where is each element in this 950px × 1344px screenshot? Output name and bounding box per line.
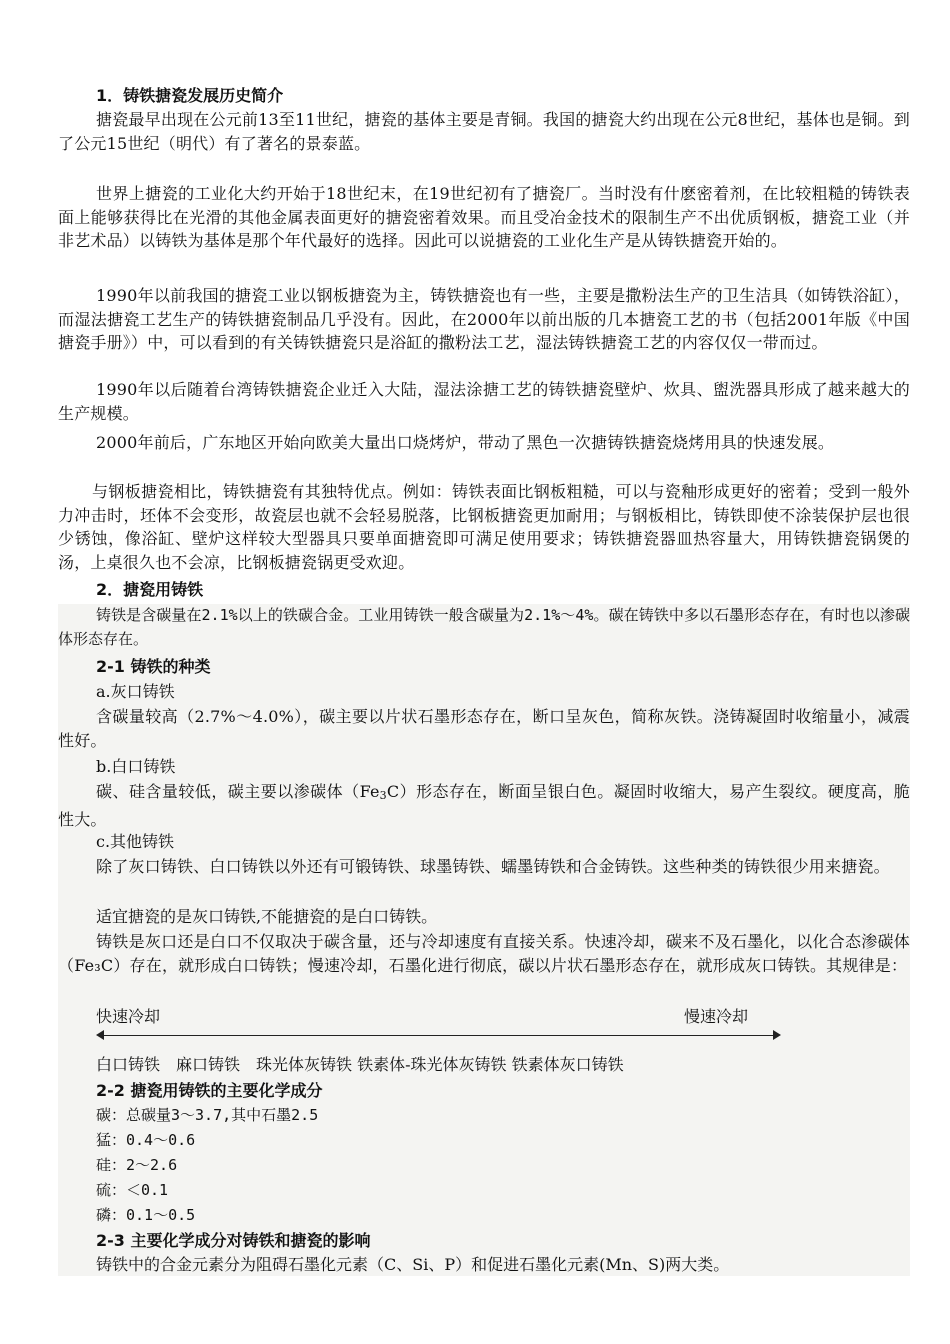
type-c-label: c.其他铸铁: [96, 832, 175, 851]
section-1-paragraph-6: [58, 480, 910, 574]
section-2-3-title: 2-3 主要化学成分对铸铁和搪瓷的影响: [96, 1231, 371, 1250]
paragraph-text: [58, 780, 910, 831]
suitability-note: 适宜搪瓷的是灰口铸铁,不能搪瓷的是白口铸铁。: [96, 907, 438, 926]
scale-items: 白口铸铁 麻口铸铁 珠光体灰铸铁 铁素体-珠光体灰铸铁 铁素体灰口铸铁: [96, 1055, 624, 1074]
type-c-description: [58, 855, 910, 879]
section-2-2-title: 2-2 搪瓷用铸铁的主要化学成分: [96, 1081, 323, 1100]
paragraph-text: 铸铁是灰口还是白口不仅取决于碳含量，还与冷却速度有直接关系。快速冷却，碳来不及石墨化，以化合态渗碳体（Fe₃C）存在，就形成白口铸铁；慢速冷却，石墨化进行彻底，碳以片状石墨形态存在，就形成灰口铸铁。其规律是：: [58, 932, 910, 975]
text-segment: 碳、硅含量较低，碳主要以渗碳体（Fe: [96, 782, 380, 801]
cooling-scale-arrow: [96, 1029, 781, 1043]
composition-silicon: 硅：2～2.6: [96, 1156, 178, 1174]
section-1-paragraph-2: [58, 182, 910, 253]
section-1-paragraph-1: [58, 108, 910, 155]
paragraph-text: 搪瓷最早出现在公元前13至11世纪，搪瓷的基体主要是青铜。我国的搪瓷大约出现在公元8世纪，基体也是铜。到了公元15世纪（明代）有了著名的景泰蓝。: [58, 110, 910, 153]
arrow-right-icon: [773, 1030, 781, 1040]
text-segment: C）形态存在，断面呈银白色。凝固时收缩大，易产生裂纹。硬度高，脆性大。: [58, 782, 910, 829]
section-1-paragraph-3: [58, 284, 910, 355]
paragraph-text: 除了灰口铸铁、白口铸铁以外还有可锻铸铁、球墨铸铁、蠕墨铸铁和合金铸铁。这些种类的铸铁很少用来搪瓷。: [96, 857, 890, 876]
paragraph-text: 1990年以前我国的搪瓷工业以钢板搪瓷为主，铸铁搪瓷也有一些，主要是撒粉法生产的卫生洁具（如铸铁浴缸），而湿法搪瓷工艺生产的铸铁搪瓷制品几乎没有。因此，在2000年以前出版的几本搪瓷工艺的书（包括2001年版《中国搪瓷手册》）中，可以看到的有关铸铁搪瓷只是浴缸的撒粉法工艺，湿法铸铁搪瓷工艺的内容仅仅一带而过。: [58, 286, 910, 352]
type-b-description: [58, 780, 910, 831]
arrow-shaft: [102, 1035, 775, 1036]
type-a-label: a.灰口铸铁: [96, 682, 175, 701]
section-2-title: 2．搪瓷用铸铁: [96, 580, 204, 599]
section-2-1-title: 2-1 铸铁的种类: [96, 657, 211, 676]
section-1-title: 1．铸铁搪瓷发展历史简介: [96, 86, 284, 105]
composition-manganese: 猛：0.4～0.6: [96, 1131, 196, 1149]
paragraph-text: 1990年以后随着台湾铸铁搪瓷企业迁入大陆，湿法涂搪工艺的铸铁搪瓷壁炉、炊具、盥洗器具形成了越来越大的生产规模。: [58, 380, 910, 423]
composition-phosphorus: 磷：0.1～0.5: [96, 1206, 196, 1224]
paragraph-text: 含碳量较高（2.7%～4.0%），碳主要以片状石墨形态存在，断口呈灰色，简称灰铁。浇铸凝固时收缩量小，减震性好。: [58, 707, 910, 750]
composition-carbon: 碳：总碳量3～3.7,其中石墨2.5: [96, 1106, 319, 1124]
scale-slow-label: 慢速冷却: [684, 1007, 749, 1026]
section-2-3-paragraph-1: 铸铁中的合金元素分为阻碍石墨化元素（C、Si、P）和促进石墨化元素(Mn、S)两大类。: [96, 1255, 730, 1274]
section-1-paragraph-5: [58, 431, 910, 455]
subscript: 3: [379, 789, 387, 802]
cooling-rule-paragraph: [58, 930, 910, 977]
paragraph-text: 2000年前后，广东地区开始向欧美大量出口烧烤炉，带动了黑色一次搪铸铁搪瓷烧烤用具的快速发展。: [96, 433, 835, 452]
section-1-paragraph-4: [58, 378, 910, 425]
type-a-description: [58, 705, 910, 752]
type-b-label: b.白口铸铁: [96, 757, 176, 776]
scale-fast-label: 快速冷却: [96, 1007, 161, 1026]
paragraph-text: 世界上搪瓷的工业化大约开始于18世纪末，在19世纪初有了搪瓷厂。当时没有什麽密着剂，在比较粗糙的铸铁表面上能够获得比在光滑的其他金属表面更好的搪瓷密着效果。而且受冶金技术的限制生产不出优质钢板，搪瓷工业（并非艺术品）以铸铁为基体是那个年代最好的选择。因此可以说搪瓷的工业化生产是从铸铁搪瓷开始的。: [58, 184, 910, 250]
composition-sulfur: 硫：＜0.1: [96, 1181, 169, 1199]
paragraph-text: 与钢板搪瓷相比，铸铁搪瓷有其独特优点。例如：铸铁表面比钢板粗糙，可以与瓷釉形成更好的密着；受到一般外力冲击时，坯体不会变形，故瓷层也就不会轻易脱落，比钢板搪瓷更加耐用；与钢板相比，铸铁即使不涂装保护层也很少锈蚀，像浴缸、壁炉这样较大型器具只要单面搪瓷即可满足使用要求；铸铁搪瓷器皿热容量大，用铸铁搪瓷锅煲的汤，上桌很久也不会凉，比钢板搪瓷锅更受欢迎。: [58, 482, 910, 572]
paragraph-text: 铸铁是含碳量在2.1%以上的铁碳合金。工业用铸铁一般含碳量为2.1%～4%。碳在铸铁中多以石墨形态存在，有时也以渗碳体形态存在。: [58, 606, 910, 648]
section-2-paragraph-1: [58, 604, 910, 651]
